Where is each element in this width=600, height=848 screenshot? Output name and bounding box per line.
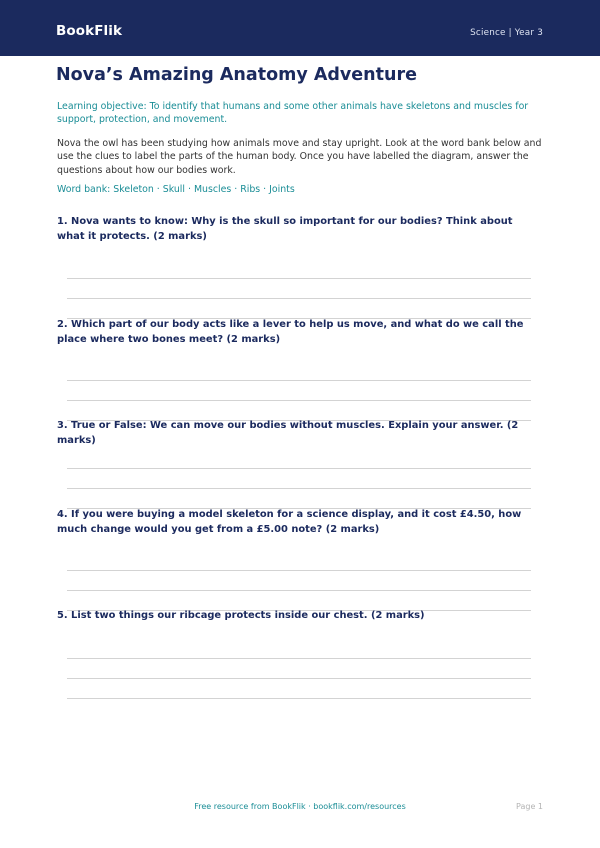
answer-line[interactable] — [67, 590, 531, 591]
answer-line[interactable] — [67, 468, 531, 469]
brand-logo: BookFlik — [56, 23, 123, 39]
subject-year-label: Science | Year 3 — [470, 28, 543, 38]
page-header — [0, 0, 600, 56]
answer-line[interactable] — [67, 298, 531, 299]
answer-line[interactable] — [67, 488, 531, 489]
learning-objective: Learning objective: To identify that humans and some other animals have skeletons and muscles for support, protection, and movement. — [57, 101, 529, 126]
page-number: Page 1 — [516, 802, 543, 811]
question-5: 5. List two things our ribcage protects inside our chest. (2 marks) — [57, 610, 425, 621]
question-2: 2. Which part of our body acts like a lever to help us move, and what do we call the place where two bones meet? (2 marks) — [57, 319, 524, 345]
question-1: 1. Nova wants to know: Why is the skull so important for our bodies? Think about what it protects. (2 marks) — [57, 216, 513, 242]
answer-line[interactable] — [67, 698, 531, 699]
answer-line[interactable] — [67, 400, 531, 401]
worksheet-title: Nova’s Amazing Anatomy Adventure — [56, 65, 417, 85]
footer-resource-link[interactable]: Free resource from BookFlik · bookflik.com/resources — [194, 802, 406, 811]
answer-line[interactable] — [67, 658, 531, 659]
answer-line[interactable] — [67, 570, 531, 571]
question-4: 4. If you were buying a model skeleton for a science display, and it cost £4.50, how much change would you get from a £5.00 note? (2 marks) — [57, 509, 522, 535]
answer-line[interactable] — [67, 678, 531, 679]
question-3: 3. True or False: We can move our bodies without muscles. Explain your answer. (2 marks) — [57, 420, 519, 446]
answer-line[interactable] — [67, 380, 531, 381]
answer-line[interactable] — [67, 278, 531, 279]
intro-paragraph: Nova the owl has been studying how animals move and stay upright. Look at the word bank below and use the clues to label the parts of the human body. Once you have labelled the diagram, answer the questions about how our bodies work. — [57, 138, 542, 176]
word-bank: Word bank: Skeleton · Skull · Muscles · Ribs · Joints — [57, 184, 295, 195]
